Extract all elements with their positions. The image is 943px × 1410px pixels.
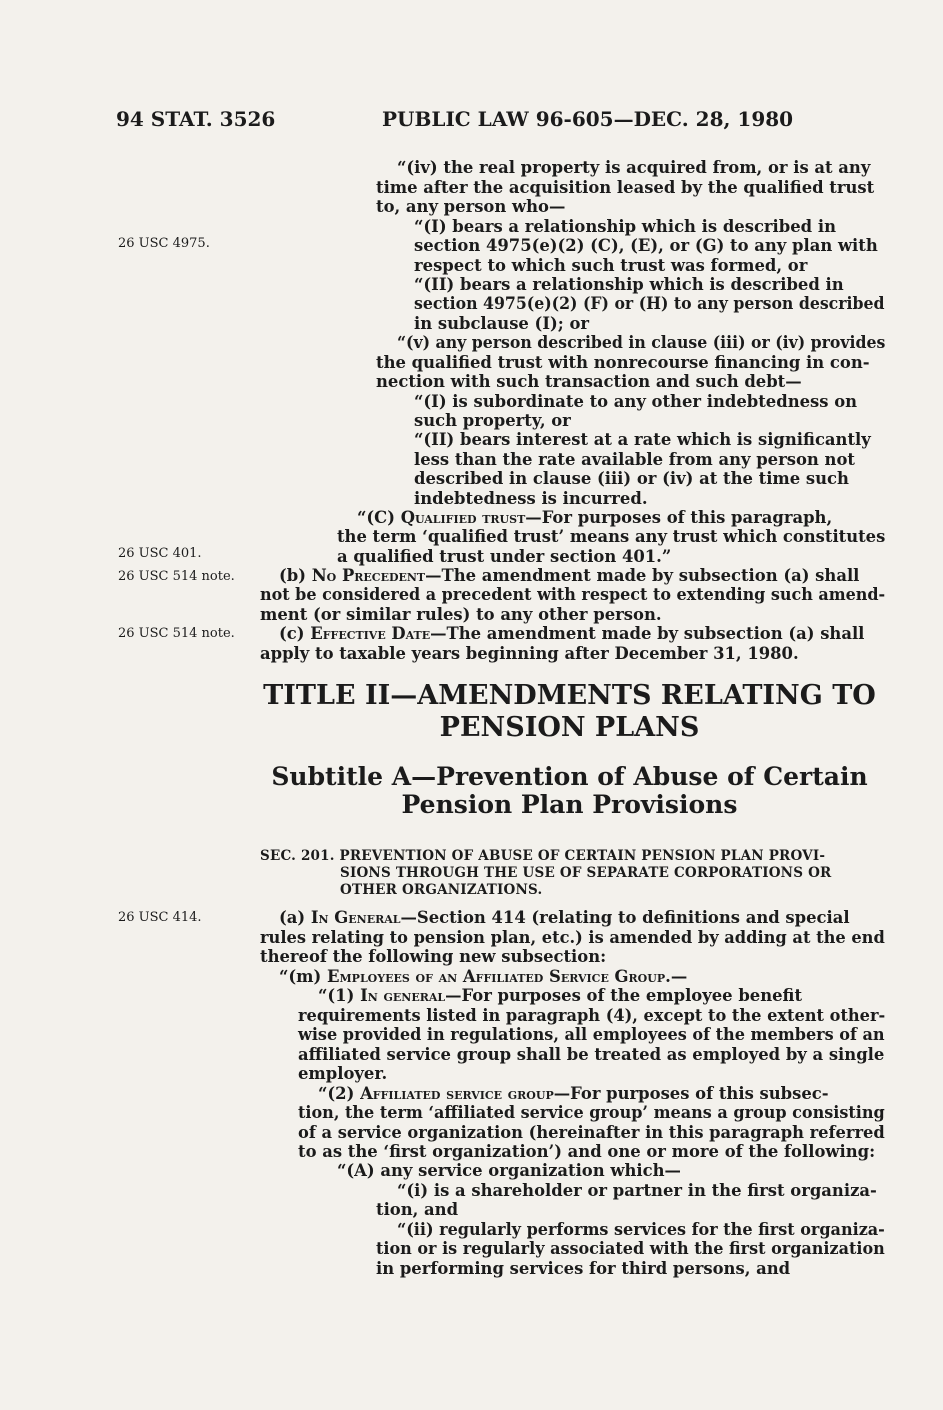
- subparagraph-c-heading: Qualified trust: [400, 508, 526, 527]
- text-line: in performing services for third persons, and: [376, 1259, 791, 1278]
- subsection-c-first-line: [279, 624, 864, 644]
- text-line: “(I) bears a relationship which is described in: [414, 217, 836, 236]
- text-line: “(v) any person described in clause (iii) or (iv) provides: [397, 333, 886, 352]
- text-line: tion or is regularly associated with the first organization: [376, 1239, 885, 1258]
- text-line: section 4975(e)(2) (C), (E), or (G) to any plan with: [414, 236, 878, 255]
- stat-citation: 94 STAT. 3526: [116, 107, 276, 131]
- text-line: a qualified trust under section 401.”: [337, 547, 672, 566]
- paragraph-1-first-line: [318, 986, 802, 1006]
- text-line: employer.: [298, 1064, 388, 1083]
- text-line: “(II) bears interest at a rate which is significantly: [414, 430, 871, 449]
- text-line: indebtedness is incurred.: [414, 489, 648, 508]
- text-line: less than the rate available from any person not: [414, 450, 855, 469]
- text-line: in subclause (I); or: [414, 314, 590, 333]
- text-line: nection with such transaction and such debt—: [376, 372, 802, 391]
- text-line: —The amendment made by subsection (a) shall: [430, 624, 865, 643]
- text-line: “(A) any service organization which—: [337, 1161, 681, 1180]
- text-line: requirements listed in paragraph (4), except to the extent other-: [298, 1006, 886, 1025]
- subtitle-heading-line-2: Pension Plan Provisions: [401, 790, 738, 819]
- text-line: “(I) is subordinate to any other indebtedness on: [414, 392, 858, 411]
- text-line: —For purposes of the employee benefit: [445, 986, 803, 1005]
- subsection-m-heading: Employees of an Affiliated Service Group: [327, 967, 666, 986]
- text-line: thereof the following new subsection:: [260, 947, 607, 966]
- subsection-m-dash: .—: [665, 967, 688, 986]
- text-line: rules relating to pension plan, etc.) is amended by adding at the end: [260, 928, 885, 947]
- subsection-b-heading: No Precedent: [311, 566, 426, 585]
- text-line: —Section 414 (relating to definitions and special: [400, 908, 850, 927]
- subparagraph-c-first-line: [357, 508, 832, 528]
- subsection-a-prefix: (a): [279, 908, 311, 927]
- text-line: such property, or: [414, 411, 571, 430]
- text-line: “(iv) the real property is acquired from, or is at any: [397, 158, 871, 177]
- section-heading-line-3: OTHER ORGANIZATIONS.: [340, 882, 543, 898]
- text-line: to, any person who—: [376, 197, 566, 216]
- text-line: apply to taxable years beginning after December 31, 1980.: [260, 644, 799, 663]
- text-line: the qualified trust with nonrecourse financing in con-: [376, 353, 870, 372]
- subparagraph-c-prefix: “(C): [357, 508, 401, 527]
- text-line: not be considered a precedent with respect to extending such amend-: [260, 585, 886, 604]
- paragraph-1-prefix: “(1): [318, 986, 361, 1005]
- margin-note: 26 USC 414.: [118, 910, 202, 925]
- text-line: wise provided in regulations, all employees of the members of an: [298, 1025, 885, 1044]
- text-line: —The amendment made by subsection (a) shall: [425, 566, 860, 585]
- text-line: affiliated service group shall be treated as employed by a single: [298, 1045, 885, 1064]
- subsection-m-prefix: “(m): [279, 967, 327, 986]
- paragraph-2-heading: Affiliated service group: [360, 1084, 554, 1103]
- subsection-a-first-line: [279, 908, 850, 928]
- text-line: tion, the term ‘affiliated service group’ means a group consisting: [298, 1103, 885, 1122]
- text-line: respect to which such trust was formed, or: [414, 256, 808, 275]
- subtitle-heading-line-1: Subtitle A—Prevention of Abuse of Certain: [271, 762, 868, 791]
- section-heading-line-2: SIONS THROUGH THE USE OF SEPARATE CORPORATIONS OR: [340, 865, 832, 881]
- margin-note: 26 USC 4975.: [118, 236, 210, 251]
- section-heading-line-1: SEC. 201. PREVENTION OF ABUSE OF CERTAIN PENSION PLAN PROVI-: [260, 848, 826, 864]
- margin-note: 26 USC 514 note.: [118, 569, 235, 584]
- title-heading-line-2: PENSION PLANS: [439, 712, 700, 743]
- text-line: —For purposes of this subsec-: [553, 1084, 829, 1103]
- title-heading-line-1: TITLE II—AMENDMENTS RELATING TO: [263, 680, 876, 711]
- text-line: to as the ‘first organization’) and one or more of the following:: [298, 1142, 876, 1161]
- subsection-m-heading-line: [279, 967, 687, 987]
- subsection-b-prefix: (b): [279, 566, 312, 585]
- margin-note: 26 USC 514 note.: [118, 626, 235, 641]
- text-line: tion, and: [376, 1200, 459, 1219]
- text-line: described in clause (iii) or (iv) at the time such: [414, 469, 849, 488]
- subsection-b-first-line: [279, 566, 859, 586]
- running-header: PUBLIC LAW 96-605—DEC. 28, 1980: [382, 107, 794, 131]
- text-line: section 4975(e)(2) (F) or (H) to any person described: [414, 294, 885, 313]
- text-line: —For purposes of this paragraph,: [525, 508, 833, 527]
- text-line: the term ‘qualified trust’ means any trust which constitutes: [337, 527, 886, 546]
- subsection-c-prefix: (c): [279, 624, 311, 643]
- margin-note: 26 USC 401.: [118, 546, 202, 561]
- paragraph-2-prefix: “(2): [318, 1084, 361, 1103]
- subsection-a-heading: In General: [310, 908, 401, 927]
- text-line: of a service organization (hereinafter in this paragraph referred: [298, 1123, 885, 1142]
- paragraph-2-first-line: [318, 1084, 829, 1104]
- text-line: “(II) bears a relationship which is described in: [414, 275, 844, 294]
- text-line: time after the acquisition leased by the qualified trust: [376, 178, 875, 197]
- text-line: ment (or similar rules) to any other person.: [260, 605, 662, 624]
- paragraph-1-heading: In general: [360, 986, 446, 1005]
- text-line: “(ii) regularly performs services for the first organiza-: [397, 1220, 885, 1239]
- subsection-c-heading: Effective Date: [310, 624, 431, 643]
- text-line: “(i) is a shareholder or partner in the first organiza-: [397, 1181, 877, 1200]
